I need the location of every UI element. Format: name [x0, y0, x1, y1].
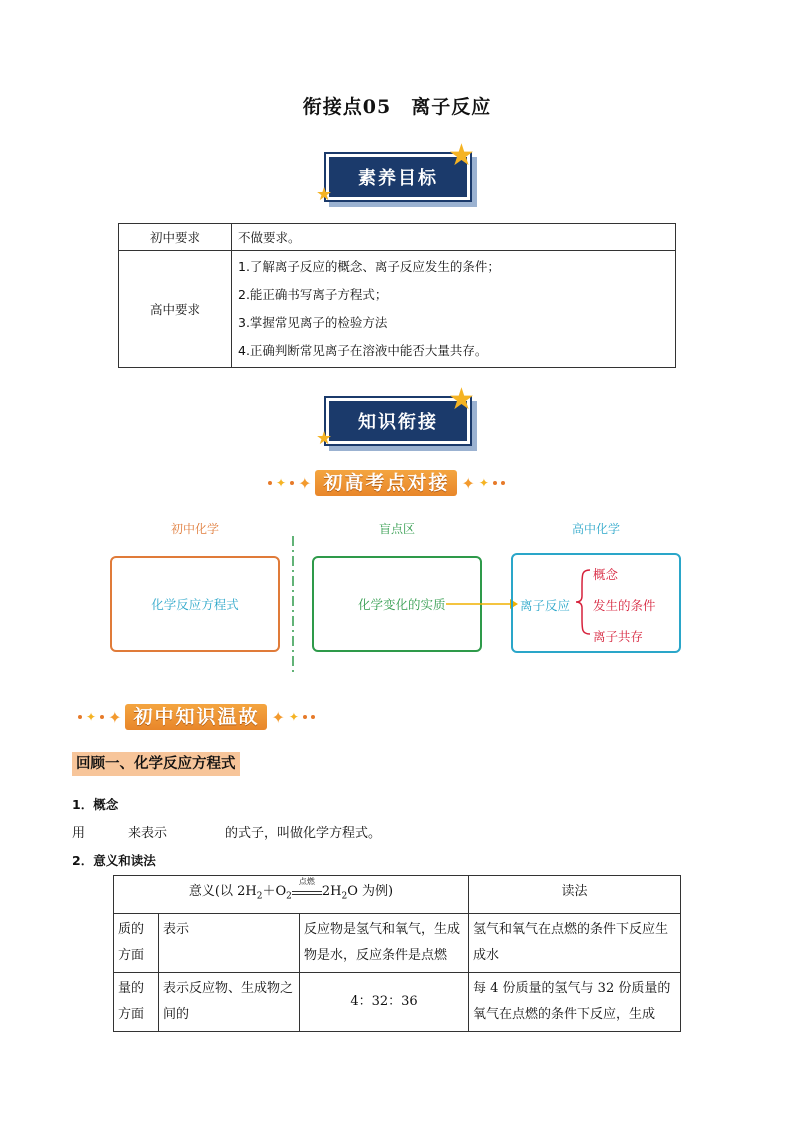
section-heading: 回顾一、化学反应方程式 [72, 752, 240, 776]
connect-ribbon-title: 初高考点对接 [315, 470, 457, 496]
brace-icon [574, 566, 592, 638]
desc-quality: 表示 [159, 913, 300, 972]
sparkle-icon: ✦ [461, 473, 475, 493]
meaning-table [113, 875, 681, 1032]
item-1-heading: 1．概念 [72, 797, 119, 812]
arrow-icon [446, 596, 518, 612]
col-label-blind: 盲点区 [378, 522, 415, 536]
sparkle-icon: ✦ [288, 710, 299, 724]
example-quantity: 4：32：36 [300, 972, 469, 1031]
goal-label-senior: 高中要求 [119, 251, 232, 368]
sparkle-icon: ✦ [276, 476, 287, 490]
connect-ribbon [268, 470, 505, 496]
box-equation-text: 化学反应方程式 [151, 597, 239, 612]
divider-line [286, 536, 300, 672]
condition-equals: 点燃 [292, 889, 322, 895]
sparkle-icon: ✦ [298, 473, 312, 493]
sparkle-icon: ✦ [478, 476, 489, 490]
table-row [114, 913, 681, 972]
goals-banner: 素养目标 [326, 154, 470, 200]
review-ribbon [78, 704, 315, 730]
item-1-part3: 的式子，叫做化学方程式。 [225, 826, 382, 841]
sparkle-icon: ✦ [271, 707, 285, 727]
goal-label-junior: 初中要求 [119, 224, 232, 251]
knowledge-banner: 知识衔接 [326, 398, 470, 444]
reading-quality: 氢气和氧气在点燃的条件下反应生成水 [469, 913, 681, 972]
col-label-junior: 初中化学 [170, 522, 219, 536]
sparkle-icon: ✦ [108, 707, 122, 727]
goal-item: 3.掌握常见离子的检验方法 [238, 315, 388, 330]
goal-table [118, 223, 676, 368]
page-title: 衔接点05 离子反应 [302, 96, 492, 118]
goal-text-junior: 不做要求。 [232, 224, 676, 251]
header-meaning: 意义(以 $2H_2+O_2$ 点燃 $2H_2O$ 为例) [114, 876, 469, 914]
table-row [114, 876, 681, 914]
header-reading: 读法 [469, 876, 681, 914]
col-label-senior: 高中化学 [571, 522, 620, 536]
item-2-heading: 2．意义和读法 [72, 853, 156, 868]
star-icon: ★ [316, 428, 333, 449]
review-ribbon-title: 初中知识温故 [125, 704, 267, 730]
table-row [114, 972, 681, 1031]
box-essence-text: 化学变化的实质 [358, 597, 446, 612]
item-1-part1: 用 [72, 826, 86, 841]
branch-condition: 发生的条件 [593, 598, 656, 613]
sparkle-icon: ✦ [86, 710, 97, 724]
goal-item: 4.正确判断常见离子在溶液中能否大量共存。 [238, 343, 488, 358]
star-icon: ★ [316, 184, 333, 205]
aspect-quality: 质的方面 [114, 913, 159, 972]
goal-item: 2.能正确书写离子方程式； [238, 287, 388, 302]
reading-quantity: 每 4 份质量的氢气与 32 份质量的氧气在点燃的条件下反应，生成 [469, 972, 681, 1031]
box-ionic-text: 离子反应 [520, 598, 571, 613]
item-1-part2: 来表示 [128, 826, 168, 841]
star-icon: ★ [448, 382, 475, 417]
box-equation [110, 556, 280, 652]
desc-quantity: 表示反应物、生成物之间的 [159, 972, 300, 1031]
branch-concept: 概念 [593, 567, 619, 582]
star-icon: ★ [448, 138, 475, 173]
table-row [119, 224, 676, 251]
aspect-quantity: 量的方面 [114, 972, 159, 1031]
example-quality: 反应物是氢气和氧气，生成物是水，反应条件是点燃 [300, 913, 469, 972]
table-row [119, 251, 676, 368]
goal-item: 1.了解离子反应的概念、离子反应发生的条件； [238, 259, 500, 274]
branch-coexist: 离子共存 [593, 629, 644, 644]
